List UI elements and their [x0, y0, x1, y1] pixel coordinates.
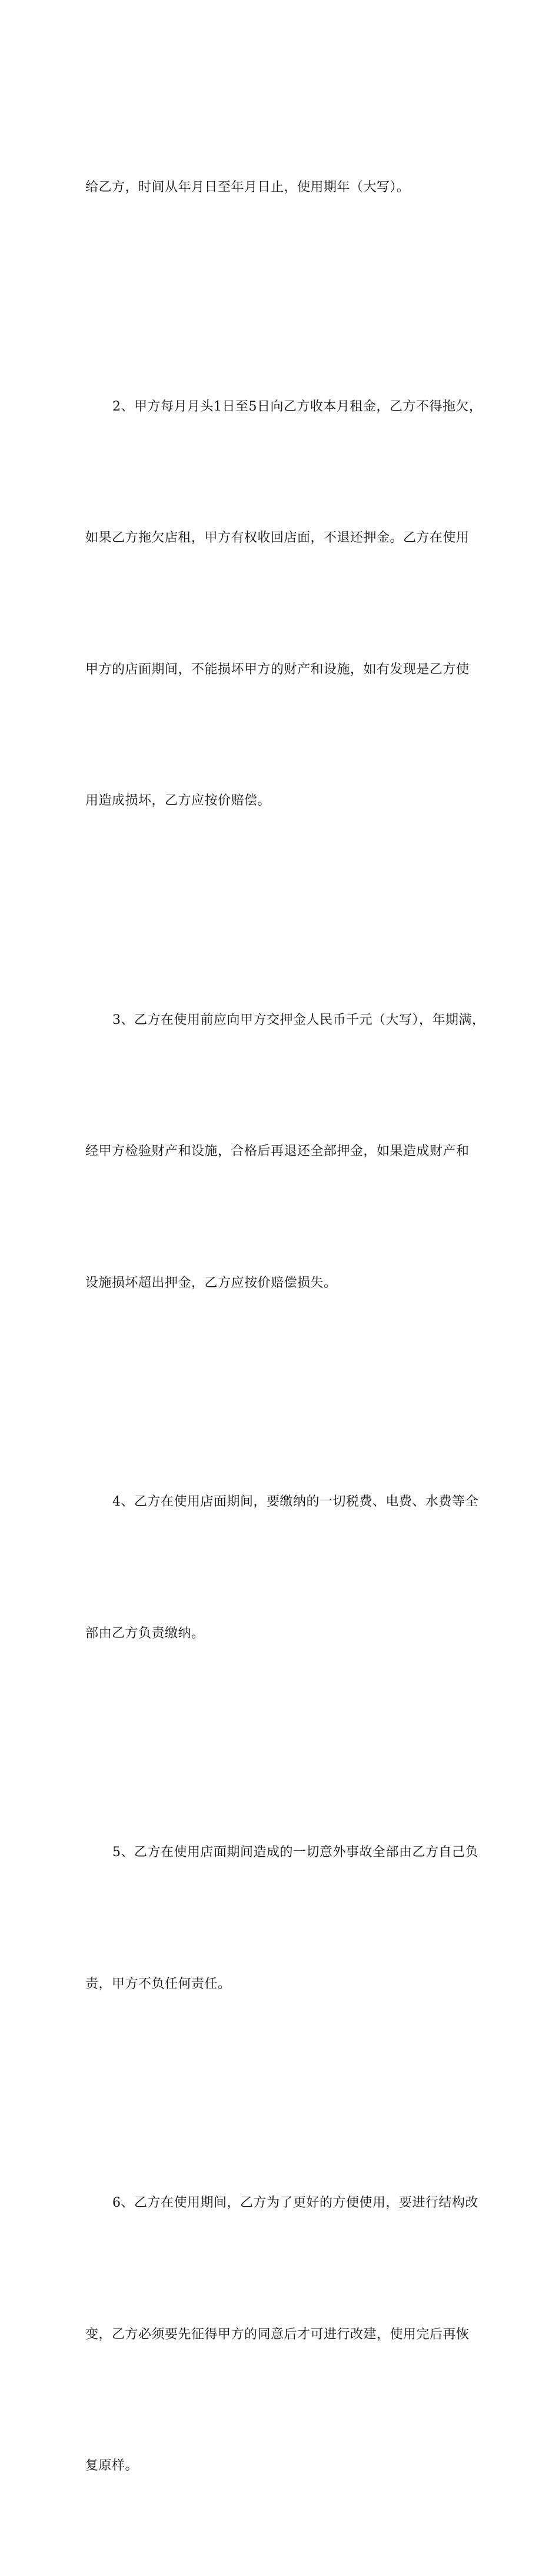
paragraph-continuation: [85, 78, 485, 298]
paragraph-clause-6: [85, 2094, 485, 2576]
text-line: 甲方的店面期间，不能损坏甲方的财产和设施，如有发现是乙方使: [85, 662, 470, 677]
paragraph-clause-3: [85, 911, 485, 1393]
text-line: 责，甲方不负任何责任。: [85, 1976, 231, 1991]
text-line: 经甲方检验财产和设施，合格后再退还全部押金，如果造成财产和: [85, 1144, 470, 1159]
text-line: 6、乙方在使用期间，乙方为了更好的方便使用，要进行结构改: [112, 2195, 478, 2210]
text-line: 3、乙方在使用前应向甲方交押金人民币千元（大写），年期满，: [112, 1012, 485, 1027]
text-line: 给乙方，时间从年月日至年月日止，使用期年（大写）。: [85, 180, 410, 195]
text-line: 部由乙方负责缴纳。: [85, 1626, 205, 1641]
text-line: 设施损坏超出押金，乙方应按价赔偿损失。: [85, 1275, 337, 1290]
text-line: 用造成损坏，乙方应按价赔偿。: [85, 793, 271, 808]
text-line: 4、乙方在使用店面期间，要缴纳的一切税费、电费、水费等全: [112, 1494, 478, 1509]
text-line: 变，乙方必须要先征得甲方的同意后才可进行改建，使用完后再恢: [85, 2327, 470, 2342]
contract-body: [85, 78, 485, 2576]
text-line: 复原样。: [85, 2458, 139, 2473]
text-line: 如果乙方拖欠店租，甲方有权收回店面，不退还押金。乙方在使用: [85, 530, 470, 545]
paragraph-clause-5: [85, 1743, 485, 2094]
text-line: 5、乙方在使用店面期间造成的一切意外事故全部由乙方自己负: [112, 1845, 478, 1860]
paragraph-clause-2: [85, 298, 485, 911]
paragraph-clause-4: [85, 1393, 485, 1743]
text-line: 2、甲方每月月头1日至5日向乙方收本月租金，乙方不得拖欠，: [112, 399, 483, 414]
